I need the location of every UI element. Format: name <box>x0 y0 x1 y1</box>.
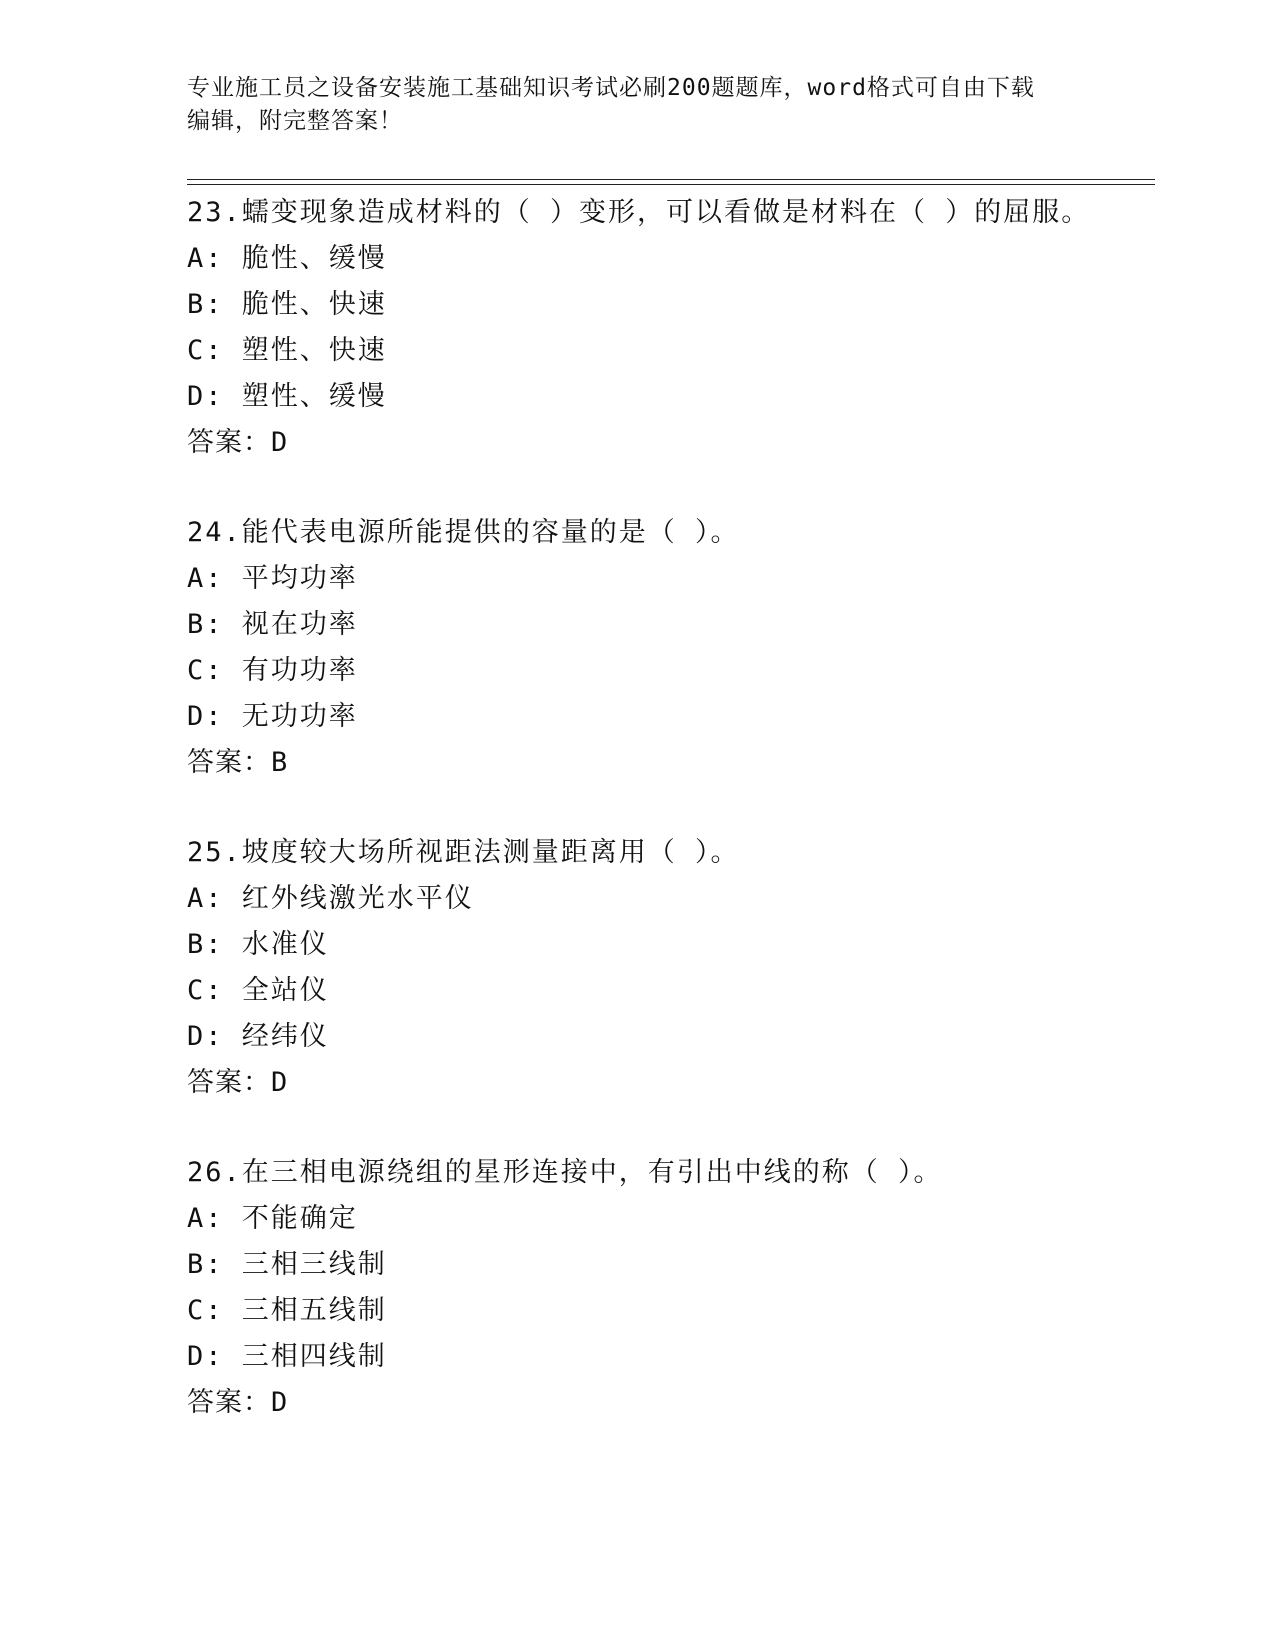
answer: 答案：D <box>187 1387 289 1418</box>
document-header <box>187 72 1067 138</box>
option-a: A: 红外线激光水平仪 <box>187 883 474 914</box>
answer: 答案：B <box>187 747 289 778</box>
question-item <box>187 510 1167 786</box>
divider-top <box>187 179 1155 180</box>
header-line-2: 编辑，附完整答案！ <box>187 108 403 134</box>
option-c: C: 有功功率 <box>187 655 358 686</box>
option-b: B: 脆性、快速 <box>187 289 387 320</box>
option-c: C: 塑性、快速 <box>187 335 387 366</box>
option-c: C: 三相五线制 <box>187 1295 387 1326</box>
option-a: A: 平均功率 <box>187 563 358 594</box>
question-item <box>187 830 1167 1106</box>
option-c: C: 全站仪 <box>187 975 329 1006</box>
option-b: B: 视在功率 <box>187 609 358 640</box>
option-d: D: 塑性、缓慢 <box>187 381 387 412</box>
question-stem: 25.坡度较大场所视距法测量距离用（ ）。 <box>187 837 740 868</box>
question-stem: 24.能代表电源所能提供的容量的是（ ）。 <box>187 517 740 548</box>
option-d: D: 无功功率 <box>187 701 358 732</box>
answer: 答案：D <box>187 1067 289 1098</box>
question-stem: 23.蠕变现象造成材料的（ ）变形，可以看做是材料在（ ）的屈服。 <box>187 197 1091 228</box>
question-stem: 26.在三相电源绕组的星形连接中，有引出中线的称（ ）。 <box>187 1157 943 1188</box>
option-a: A: 脆性、缓慢 <box>187 243 387 274</box>
option-d: D: 三相四线制 <box>187 1341 387 1372</box>
option-a: A: 不能确定 <box>187 1203 358 1234</box>
option-b: B: 三相三线制 <box>187 1249 387 1280</box>
question-list <box>187 190 1167 1470</box>
option-d: D: 经纬仪 <box>187 1021 329 1052</box>
divider-bottom <box>187 184 1155 185</box>
header-line-1: 专业施工员之设备安装施工基础知识考试必刷200题题库，word格式可自由下载 <box>187 75 1035 101</box>
answer: 答案：D <box>187 427 289 458</box>
question-item <box>187 190 1167 466</box>
option-b: B: 水准仪 <box>187 929 329 960</box>
question-item <box>187 1150 1167 1426</box>
